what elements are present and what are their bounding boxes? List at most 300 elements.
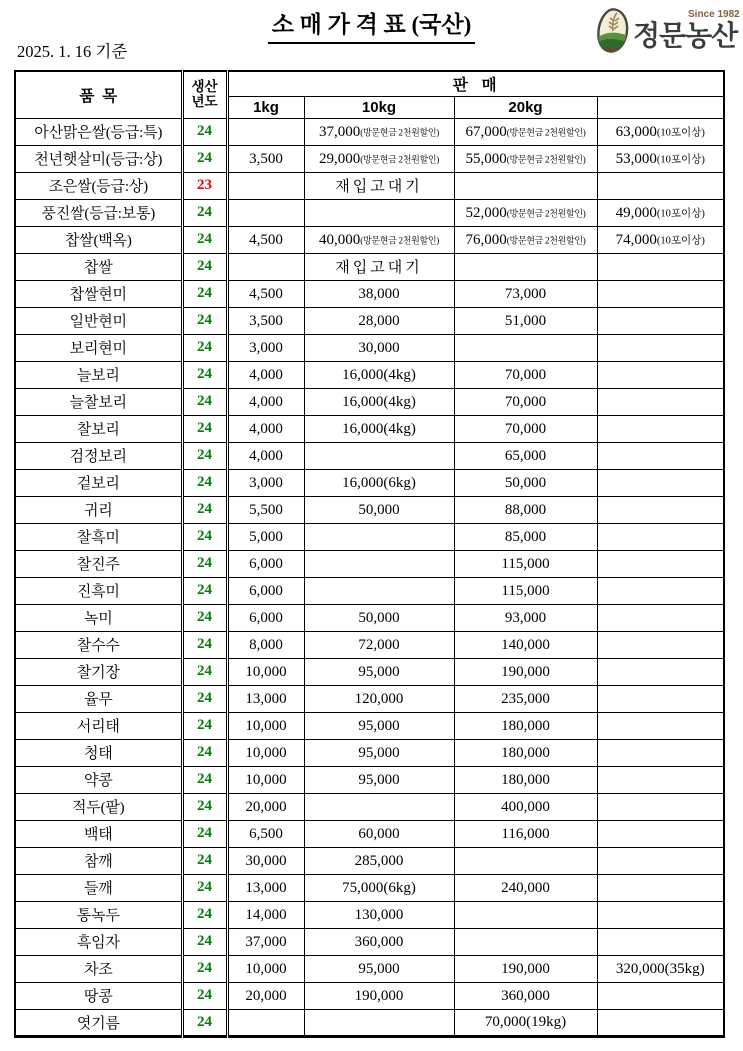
item-name: 녹미 xyxy=(15,604,182,631)
table-row xyxy=(15,820,724,847)
price-value: 4,000 xyxy=(249,420,283,437)
price-value: 95,000 xyxy=(358,960,400,977)
price-extra xyxy=(597,442,724,469)
price-10kg xyxy=(304,469,454,496)
price-10kg xyxy=(304,145,454,172)
price-value: 4,000 xyxy=(249,366,283,383)
price-10kg xyxy=(304,1009,454,1036)
item-name: 찹쌀현미 xyxy=(15,280,182,307)
price-20kg xyxy=(454,982,597,1009)
price-value: 360,000 xyxy=(354,933,404,950)
price-value: 30,000 xyxy=(358,339,400,356)
item-name: 찹쌀(백옥) xyxy=(15,226,182,253)
price-value: 320,000(35kg) xyxy=(615,960,705,977)
price-10kg xyxy=(304,928,454,955)
price-value: 70,000 xyxy=(504,366,547,383)
price-1kg xyxy=(227,874,304,901)
price-extra xyxy=(597,145,724,172)
price-10kg xyxy=(304,199,454,226)
price-1kg xyxy=(227,145,304,172)
price-value: 10,000 xyxy=(245,960,287,977)
item-name: 귀리 xyxy=(15,496,182,523)
price-value: 70,000 xyxy=(504,393,547,410)
price-value: 5,500 xyxy=(249,501,283,518)
table-row xyxy=(15,955,724,982)
production-year: 24 xyxy=(182,901,227,928)
price-1kg xyxy=(227,712,304,739)
price-value: 285,000 xyxy=(354,852,404,869)
price-value: 6,000 xyxy=(249,582,283,599)
table-row xyxy=(15,685,724,712)
price-value: 93,000 xyxy=(504,609,547,626)
production-year: 24 xyxy=(182,361,227,388)
production-year: 24 xyxy=(182,766,227,793)
price-20kg xyxy=(454,658,597,685)
price-10kg xyxy=(304,982,454,1009)
production-year: 24 xyxy=(182,739,227,766)
item-name: 엿기름 xyxy=(15,1009,182,1036)
item-name: 아산맑은쌀(등급:특) xyxy=(15,118,182,145)
price-1kg xyxy=(227,820,304,847)
item-name: 찰흑미 xyxy=(15,523,182,550)
table-row xyxy=(15,766,724,793)
price-20kg xyxy=(454,820,597,847)
price-note: (방문현금 2천원할인) xyxy=(506,208,586,218)
price-10kg xyxy=(304,658,454,685)
item-name: 조은쌀(등급:상) xyxy=(15,172,182,199)
price-value: 360,000 xyxy=(501,987,550,1004)
table-row xyxy=(15,604,724,631)
table-row xyxy=(15,442,724,469)
price-value: 95,000 xyxy=(358,717,400,734)
price-value: 16,000(4kg) xyxy=(342,420,416,437)
price-1kg xyxy=(227,523,304,550)
price-extra xyxy=(597,118,724,145)
price-value: 190,000 xyxy=(501,663,550,680)
price-20kg xyxy=(454,712,597,739)
item-name: 적두(팥) xyxy=(15,793,182,820)
price-value: 3,500 xyxy=(249,150,283,167)
price-10kg xyxy=(304,523,454,550)
price-value: 190,000 xyxy=(501,960,550,977)
production-year: 24 xyxy=(182,847,227,874)
price-10kg xyxy=(304,172,454,199)
price-1kg xyxy=(227,685,304,712)
price-note: (방문현금 2천원할인) xyxy=(506,154,586,164)
price-note: (10포이상) xyxy=(656,208,705,219)
production-year: 24 xyxy=(182,631,227,658)
price-value: 180,000 xyxy=(501,744,550,761)
price-extra xyxy=(597,928,724,955)
price-1kg xyxy=(227,658,304,685)
price-extra xyxy=(597,1009,724,1036)
table-row xyxy=(15,334,724,361)
price-10kg xyxy=(304,820,454,847)
price-value: 16,000(6kg) xyxy=(342,474,416,491)
item-name: 찰보리 xyxy=(15,415,182,442)
price-value: 6,000 xyxy=(249,555,283,572)
item-name: 율무 xyxy=(15,685,182,712)
production-year: 24 xyxy=(182,145,227,172)
restock-label: 재입고대기 xyxy=(335,179,423,195)
price-20kg xyxy=(454,685,597,712)
price-10kg xyxy=(304,361,454,388)
price-value: 16,000(4kg) xyxy=(342,366,416,383)
price-value: 28,000 xyxy=(358,312,400,329)
col-header-year-line2: 년도 xyxy=(191,93,218,109)
production-year: 24 xyxy=(182,793,227,820)
table-row xyxy=(15,388,724,415)
logo-company-name: 정문농산 xyxy=(633,20,738,51)
price-10kg xyxy=(304,901,454,928)
price-value: 60,000 xyxy=(358,825,400,842)
price-value: 37,000 xyxy=(245,933,287,950)
price-value: 65,000 xyxy=(504,447,547,464)
price-1kg xyxy=(227,901,304,928)
production-year: 24 xyxy=(182,496,227,523)
price-20kg xyxy=(454,631,597,658)
price-value: 14,000 xyxy=(245,906,287,923)
price-value: 3,000 xyxy=(249,339,283,356)
price-value: 52,000 xyxy=(465,204,507,221)
price-10kg xyxy=(304,280,454,307)
table-row xyxy=(15,226,724,253)
price-extra xyxy=(597,685,724,712)
price-value: 29,000 xyxy=(319,150,361,167)
table-row xyxy=(15,253,724,280)
price-value: 6,000 xyxy=(249,609,283,626)
price-extra xyxy=(597,334,724,361)
price-10kg xyxy=(304,631,454,658)
production-year: 24 xyxy=(182,874,227,901)
price-10kg xyxy=(304,955,454,982)
table-row xyxy=(15,145,724,172)
production-year: 24 xyxy=(182,604,227,631)
table-row xyxy=(15,469,724,496)
production-year: 24 xyxy=(182,685,227,712)
price-1kg xyxy=(227,604,304,631)
price-value: 16,000(4kg) xyxy=(342,393,416,410)
price-20kg xyxy=(454,604,597,631)
price-extra xyxy=(597,712,724,739)
price-value: 20,000 xyxy=(245,987,287,1004)
price-20kg xyxy=(454,145,597,172)
price-1kg xyxy=(227,631,304,658)
col-header-item: 품 목 xyxy=(15,71,182,118)
company-logo xyxy=(592,5,742,57)
price-20kg xyxy=(454,928,597,955)
price-20kg xyxy=(454,361,597,388)
price-extra xyxy=(597,658,724,685)
price-20kg xyxy=(454,793,597,820)
production-year: 24 xyxy=(182,307,227,334)
price-20kg xyxy=(454,874,597,901)
price-1kg xyxy=(227,1009,304,1036)
item-name: 보리현미 xyxy=(15,334,182,361)
col-header-1kg: 1kg xyxy=(227,96,304,118)
price-value: 115,000 xyxy=(501,555,550,572)
price-value: 116,000 xyxy=(501,825,550,842)
production-year: 24 xyxy=(182,820,227,847)
production-year: 24 xyxy=(182,388,227,415)
price-extra xyxy=(597,604,724,631)
table-row xyxy=(15,793,724,820)
price-extra xyxy=(597,415,724,442)
price-table-header xyxy=(15,71,724,118)
production-year: 24 xyxy=(182,253,227,280)
production-year: 24 xyxy=(182,226,227,253)
price-10kg xyxy=(304,496,454,523)
price-20kg xyxy=(454,1009,597,1036)
price-20kg xyxy=(454,388,597,415)
item-name: 찰진주 xyxy=(15,550,182,577)
col-header-10kg: 10kg xyxy=(304,96,454,118)
production-year: 24 xyxy=(182,577,227,604)
price-10kg xyxy=(304,577,454,604)
production-year: 23 xyxy=(182,172,227,199)
price-value: 10,000 xyxy=(245,717,287,734)
price-extra xyxy=(597,226,724,253)
price-extra xyxy=(597,172,724,199)
item-name: 참깨 xyxy=(15,847,182,874)
price-value: 235,000 xyxy=(501,690,550,707)
price-value: 85,000 xyxy=(504,528,547,545)
price-note: (방문현금 2천원할인) xyxy=(506,235,586,245)
price-value: 75,000(6kg) xyxy=(342,879,416,896)
price-extra xyxy=(597,550,724,577)
price-value: 95,000 xyxy=(358,771,400,788)
price-20kg xyxy=(454,415,597,442)
price-table-body xyxy=(15,118,724,1036)
price-1kg xyxy=(227,388,304,415)
item-name: 약콩 xyxy=(15,766,182,793)
price-1kg xyxy=(227,766,304,793)
price-note: (방문현금 2천원할인) xyxy=(506,127,586,137)
date-reference: 2025. 1. 16 기준 xyxy=(17,42,128,61)
price-value: 10,000 xyxy=(245,744,287,761)
table-row xyxy=(15,577,724,604)
item-name: 차조 xyxy=(15,955,182,982)
page-title: 소 매 가 격 표 (국산) xyxy=(268,6,476,44)
price-value: 51,000 xyxy=(504,312,547,329)
price-20kg xyxy=(454,118,597,145)
production-year: 24 xyxy=(182,334,227,361)
table-row xyxy=(15,847,724,874)
col-header-production-year xyxy=(182,71,227,118)
price-value: 95,000 xyxy=(358,663,400,680)
item-name: 일반현미 xyxy=(15,307,182,334)
price-10kg xyxy=(304,739,454,766)
production-year: 24 xyxy=(182,955,227,982)
price-20kg xyxy=(454,847,597,874)
price-20kg xyxy=(454,253,597,280)
price-value: 63,000 xyxy=(615,123,657,140)
production-year: 24 xyxy=(182,118,227,145)
item-name: 들깨 xyxy=(15,874,182,901)
table-row xyxy=(15,280,724,307)
price-1kg xyxy=(227,253,304,280)
price-1kg xyxy=(227,550,304,577)
table-row xyxy=(15,982,724,1009)
price-10kg xyxy=(304,442,454,469)
price-1kg xyxy=(227,307,304,334)
col-header-extra xyxy=(597,96,724,118)
price-1kg xyxy=(227,982,304,1009)
price-extra xyxy=(597,766,724,793)
production-year: 24 xyxy=(182,199,227,226)
price-value: 88,000 xyxy=(504,501,547,518)
production-year: 24 xyxy=(182,658,227,685)
price-20kg xyxy=(454,172,597,199)
price-20kg xyxy=(454,955,597,982)
price-10kg xyxy=(304,604,454,631)
production-year: 24 xyxy=(182,469,227,496)
item-name: 찰수수 xyxy=(15,631,182,658)
production-year: 24 xyxy=(182,550,227,577)
price-extra xyxy=(597,307,724,334)
price-extra xyxy=(597,955,724,982)
item-name: 땅콩 xyxy=(15,982,182,1009)
price-20kg xyxy=(454,280,597,307)
price-value: 70,000(19kg) xyxy=(484,1014,567,1030)
production-year: 24 xyxy=(182,928,227,955)
price-value: 53,000 xyxy=(615,150,657,167)
price-extra xyxy=(597,901,724,928)
item-name: 천년햇살미(등급:상) xyxy=(15,145,182,172)
table-row xyxy=(15,631,724,658)
price-10kg xyxy=(304,388,454,415)
col-header-sale: 판 매 xyxy=(227,71,724,96)
price-20kg xyxy=(454,550,597,577)
price-value: 50,000 xyxy=(358,501,400,518)
price-10kg xyxy=(304,550,454,577)
price-extra xyxy=(597,361,724,388)
price-value: 95,000 xyxy=(358,744,400,761)
rice-grain-field-icon xyxy=(592,5,742,57)
price-value: 13,000 xyxy=(245,690,287,707)
item-name: 풍진쌀(등급:보통) xyxy=(15,199,182,226)
price-value: 3,500 xyxy=(249,312,283,329)
item-name: 청태 xyxy=(15,739,182,766)
price-extra xyxy=(597,199,724,226)
price-1kg xyxy=(227,739,304,766)
price-1kg xyxy=(227,415,304,442)
price-value: 400,000 xyxy=(501,798,550,815)
price-extra xyxy=(597,982,724,1009)
price-10kg xyxy=(304,415,454,442)
price-10kg xyxy=(304,685,454,712)
price-1kg xyxy=(227,955,304,982)
price-1kg xyxy=(227,280,304,307)
price-10kg xyxy=(304,307,454,334)
price-20kg xyxy=(454,442,597,469)
item-name: 늘보리 xyxy=(15,361,182,388)
price-1kg xyxy=(227,199,304,226)
table-row xyxy=(15,307,724,334)
production-year: 24 xyxy=(182,442,227,469)
price-extra xyxy=(597,577,724,604)
logo-since-text: Since 1982 xyxy=(688,9,740,20)
price-20kg xyxy=(454,739,597,766)
price-note: (10포이상) xyxy=(656,235,705,246)
price-value: 5,000 xyxy=(249,528,283,545)
table-row xyxy=(15,361,724,388)
price-10kg xyxy=(304,847,454,874)
item-name: 흑임자 xyxy=(15,928,182,955)
table-row xyxy=(15,523,724,550)
col-header-20kg: 20kg xyxy=(454,96,597,118)
price-10kg xyxy=(304,118,454,145)
price-1kg xyxy=(227,793,304,820)
price-extra xyxy=(597,388,724,415)
table-row xyxy=(15,712,724,739)
price-value: 72,000 xyxy=(358,636,400,653)
price-value: 67,000 xyxy=(465,123,507,140)
price-value: 4,500 xyxy=(249,285,283,302)
item-name: 서리태 xyxy=(15,712,182,739)
price-extra xyxy=(597,523,724,550)
price-value: 55,000 xyxy=(465,150,507,167)
price-10kg xyxy=(304,334,454,361)
price-value: 180,000 xyxy=(501,771,550,788)
price-note: (10포이상) xyxy=(656,127,705,138)
price-value: 70,000 xyxy=(504,420,547,437)
price-extra xyxy=(597,820,724,847)
price-value: 10,000 xyxy=(245,663,287,680)
production-year: 24 xyxy=(182,523,227,550)
price-value: 115,000 xyxy=(501,582,550,599)
price-20kg xyxy=(454,577,597,604)
table-row xyxy=(15,118,724,145)
price-value: 4,000 xyxy=(249,447,283,464)
table-row xyxy=(15,928,724,955)
price-note: (방문현금 2천원할인) xyxy=(360,127,439,137)
price-value: 38,000 xyxy=(358,285,400,302)
item-name: 백태 xyxy=(15,820,182,847)
production-year: 24 xyxy=(182,1009,227,1036)
price-1kg xyxy=(227,334,304,361)
price-value: 10,000 xyxy=(245,771,287,788)
price-value: 30,000 xyxy=(245,852,287,869)
restock-label: 재입고대기 xyxy=(335,260,423,276)
table-row xyxy=(15,172,724,199)
price-value: 3,000 xyxy=(249,474,283,491)
price-10kg xyxy=(304,793,454,820)
price-extra xyxy=(597,469,724,496)
item-name: 늘찰보리 xyxy=(15,388,182,415)
table-row xyxy=(15,1009,724,1036)
price-value: 4,500 xyxy=(249,231,283,248)
table-row xyxy=(15,550,724,577)
price-10kg xyxy=(304,766,454,793)
price-value: 130,000 xyxy=(354,906,404,923)
price-value: 6,500 xyxy=(249,825,283,842)
price-10kg xyxy=(304,874,454,901)
price-value: 74,000 xyxy=(615,231,657,248)
price-value: 40,000 xyxy=(319,231,361,248)
price-10kg xyxy=(304,253,454,280)
price-note: (방문현금 2천원할인) xyxy=(360,154,439,164)
price-value: 240,000 xyxy=(501,879,550,896)
price-value: 50,000 xyxy=(358,609,400,626)
price-1kg xyxy=(227,172,304,199)
price-value: 120,000 xyxy=(354,690,404,707)
price-value: 49,000 xyxy=(615,204,657,221)
price-value: 73,000 xyxy=(504,285,547,302)
table-row xyxy=(15,658,724,685)
item-name: 찰기장 xyxy=(15,658,182,685)
item-name: 통녹두 xyxy=(15,901,182,928)
